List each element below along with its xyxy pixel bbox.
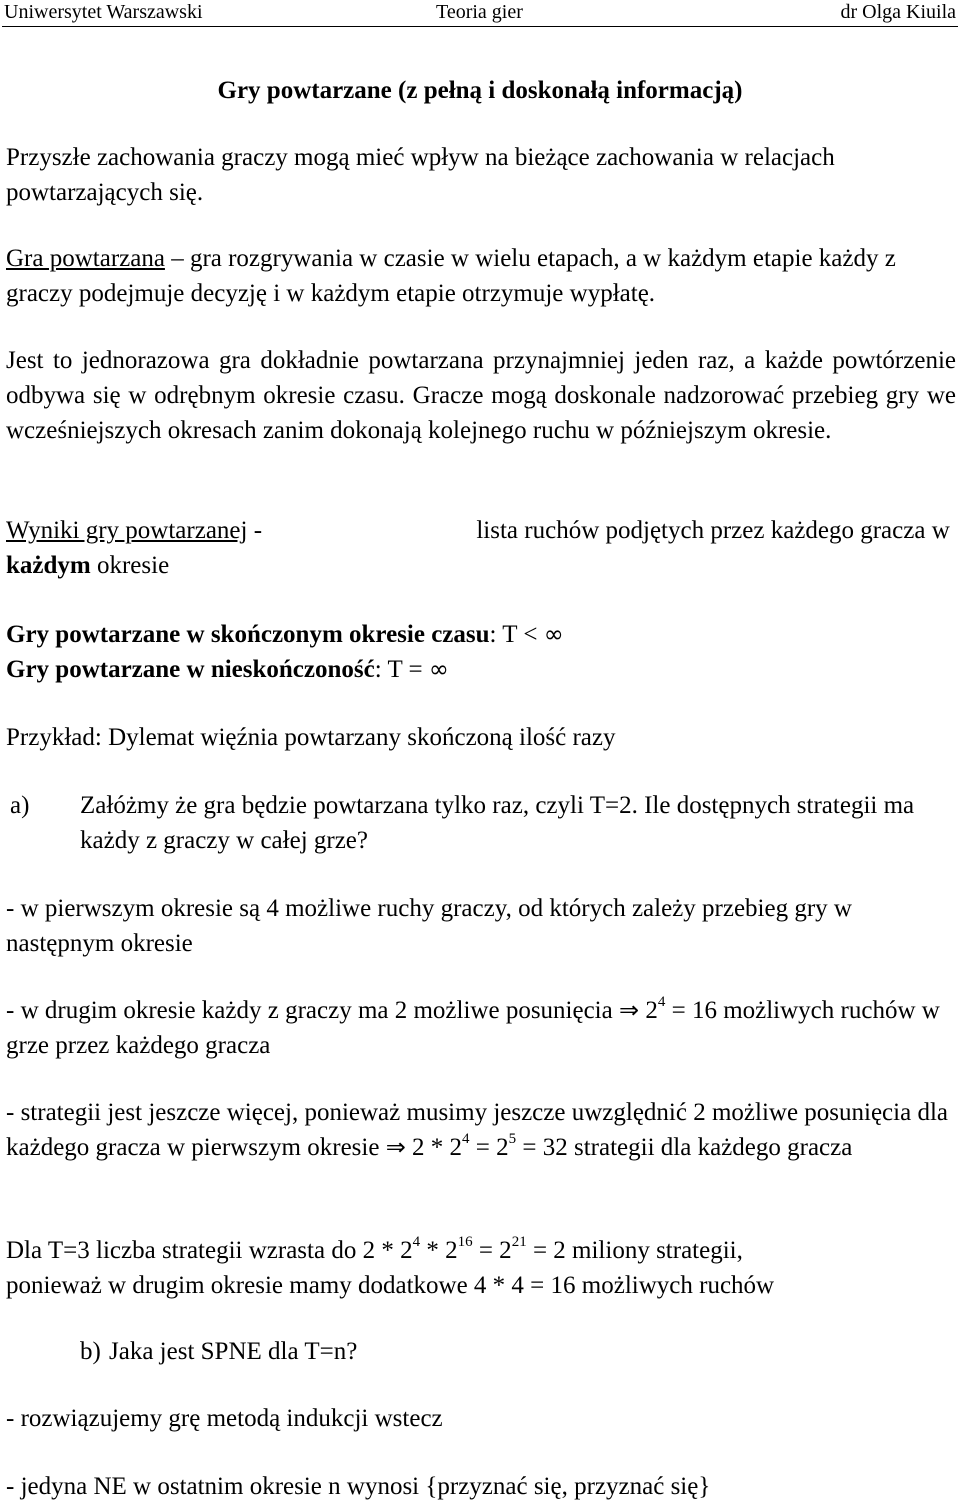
exponent: 4	[462, 1130, 470, 1147]
description-paragraph: Jest to jednorazowa gra dokładnie powtarzana przynajmniej jeden raz, a każde powtórzenie odbywa się w odrębnym okresie czasu. Gracze mogą doskonale nadzorować przebieg gry we wcześniejszych okresach zanim dokonają kolejnego ruchu w późniejszym okresie.	[6, 347, 956, 444]
point3-text-c: = 2	[469, 1134, 509, 1161]
example-line: Przykład: Dylemat więźnia powtarzany skończoną ilość razy	[6, 724, 616, 751]
infinity-symbol: ∞	[428, 655, 449, 683]
t3-text-d: = 2 miliony strategii,	[526, 1237, 743, 1264]
infinity-symbol: ∞	[543, 620, 564, 648]
infinite-text: : T =	[374, 656, 429, 683]
exponent: 5	[508, 1130, 517, 1147]
point-backward-induction: - rozwiązujemy grę metodą indukcji wstecz	[6, 1405, 443, 1432]
page-title: Gry powtarzane (z pełną i doskonałą informacją)	[217, 77, 743, 104]
t3-paragraph	[6, 1233, 956, 1303]
question-a-label: a)	[10, 792, 30, 819]
infinite-label: Gry powtarzane w nieskończoność	[6, 656, 375, 683]
question-b-label: b)	[80, 1338, 101, 1365]
results-bold: każdym	[6, 552, 91, 579]
t3-text-b: * 2	[420, 1237, 458, 1264]
point2-text-a: - w drugim okresie każdy z graczy ma 2 możliwe posunięcia	[6, 997, 619, 1024]
point2-text-c: = 16 możliwych ruchów w grze przez każdego gracza	[6, 997, 947, 1059]
definition-paragraph	[6, 241, 956, 311]
exponent: 4	[412, 1233, 421, 1250]
results-tail: okresie	[90, 552, 170, 579]
definition-text: – gra rozgrywania w czasie w wielu etapach, a w każdym etapie każdy z graczy podejmuje decyzję i w każdym etapie otrzymuje wypłatę.	[6, 245, 896, 307]
point2-text-b: 2	[639, 997, 658, 1024]
point-first-period: - w pierwszym okresie są 4 możliwe ruchy graczy, od których zależy przebieg gry w następnym okresie	[6, 895, 852, 957]
intro-paragraph: Przyszłe zachowania graczy mogą mieć wpływ na bieżące zachowania w relacjach powtarzających się.	[6, 144, 835, 206]
header-divider	[2, 26, 958, 27]
header-author: dr Olga Kiuila	[840, 1, 956, 23]
exponent: 16	[457, 1233, 473, 1250]
point3-text-b: 2 * 2	[405, 1134, 463, 1161]
question-a-text: Załóżmy że gra będzie powtarzana tylko raz, czyli T=2. Ile dostępnych strategii ma każdy z graczy w całej grze?	[80, 792, 915, 854]
t3-text-a: Dla T=3 liczba strategii wzrasta do 2 * 2	[6, 1237, 413, 1264]
t3-line2: ponieważ w drugim okresie mamy dodatkowe 4 * 4 = 16 możliwych ruchów	[6, 1272, 775, 1299]
infinite-line	[6, 652, 956, 687]
implies-arrow: ⇒	[618, 996, 640, 1024]
results-term: Wyniki gry powtarzanej	[6, 517, 248, 544]
finite-line	[6, 617, 956, 652]
point-second-period	[6, 993, 956, 1063]
results-paragraph	[6, 513, 956, 583]
header-course: Teoria gier	[436, 1, 523, 23]
point-last-period-ne: - jedyna NE w ostatnim okresie n wynosi {przyznać się, przyznać się}	[6, 1473, 711, 1500]
implies-arrow: ⇒	[385, 1133, 406, 1161]
exponent: 4	[657, 993, 666, 1010]
results-text: lista ruchów podjętych przez każdego gracza w	[476, 517, 956, 544]
finite-label: Gry powtarzane w skończonym okresie czasu	[6, 621, 490, 648]
question-b-text: Jaka jest SPNE dla T=n?	[109, 1338, 358, 1365]
t3-text-c: = 2	[472, 1237, 512, 1264]
point-more-strategies	[6, 1095, 956, 1165]
point3-text-d: = 32 strategii dla każdego gracza	[516, 1134, 853, 1161]
exponent: 21	[511, 1233, 527, 1250]
finite-text: : T <	[489, 621, 544, 648]
header-university: Uniwersytet Warszawski	[4, 1, 203, 23]
results-dash: -	[247, 517, 263, 544]
definition-term: Gra powtarzana	[6, 245, 165, 272]
point3-text-a: - strategii jest jeszcze więcej, ponieważ musimy jeszcze uwzględnić 2 możliwe posunięcia dla każdego gracza w pierwszym okresie	[6, 1099, 955, 1161]
